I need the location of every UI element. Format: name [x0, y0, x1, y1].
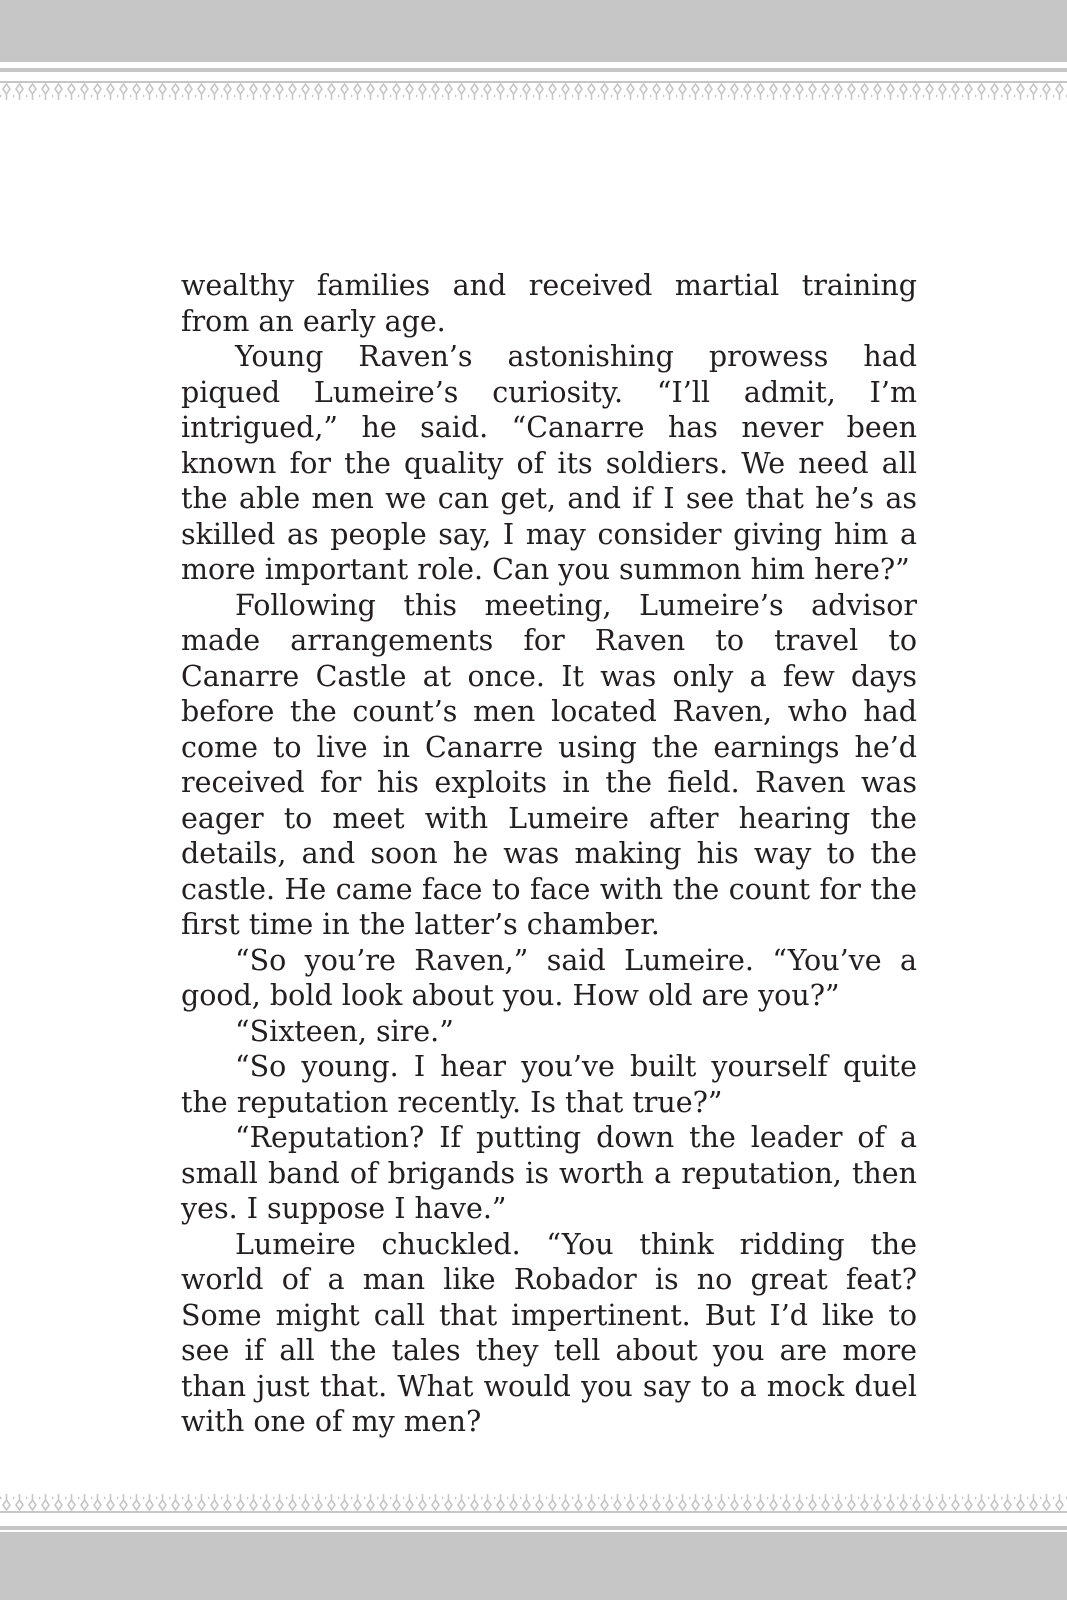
paragraph: “So you’re Raven,” said Lumeire. “You’ve a good, bold look about you. How old are you?” [181, 943, 917, 1012]
top-gray-band [0, 0, 1067, 62]
bottom-rule [0, 1526, 1067, 1530]
paragraph: Young Raven’s astonishing prowess had piqued Lumeire’s curiosity. “I’ll admit, I’m intrigued,” he said. “Canarre has never been known for the quality of its soldiers. We need all the able men we can get, and if I see that he’s as skilled as people say, I may consider giving him a more important role. Can you summon him here?” [181, 340, 917, 586]
paragraph: Following this meeting, Lumeire’s advisor made arrangements for Raven to travel to Canarre Castle at once. It was only a few days before the count’s men located Raven, who had come to live in Canarre using the earnings he’d received for his exploits in the field. Raven was eager to meet with Lumeire after hearing the details, and soon he was making his way to the castle. He came face to face with the count for the first time in the latter’s chamber. [181, 588, 917, 941]
bottom-gray-band [0, 1532, 1067, 1600]
paragraph: wealthy families and received martial training from an early age. [181, 269, 917, 338]
top-ornament-border [0, 76, 1067, 102]
paragraph: Lumeire chuckled. “You think ridding the world of a man like Robador is no great feat? Some might call that impertinent. But I’d like to see if all the tales they tell about you are more than just that. What would you say to a mock duel with one of my men? [181, 1227, 917, 1438]
paragraph: “Reputation? If putting down the leader of a small band of brigands is worth a reputation, then yes. I suppose I have.” [181, 1121, 917, 1225]
paragraph: “So young. I hear you’ve built yourself quite the reputation recently. Is that true?” [181, 1050, 917, 1119]
paragraph: “Sixteen, sire.” [235, 1014, 454, 1048]
bottom-ornament-border [0, 1492, 1067, 1518]
top-rule [0, 68, 1067, 72]
body-text [181, 268, 917, 1440]
